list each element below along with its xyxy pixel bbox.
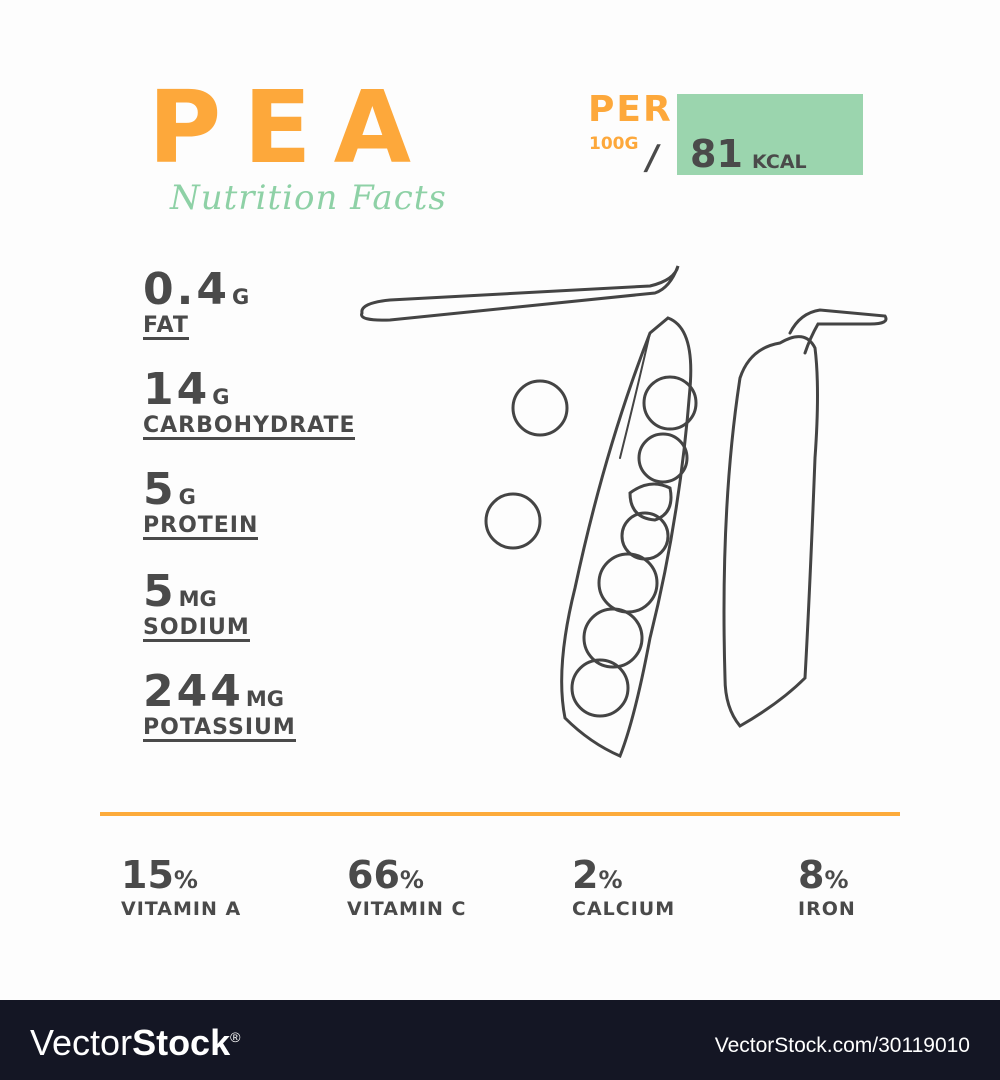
stock-id-link[interactable]: VectorStock.com/30119010 [714, 1034, 970, 1057]
nutrient-unit: MG [178, 587, 217, 611]
vitamin-value: 66 [347, 853, 400, 897]
vitamin-label: VITAMIN C [347, 898, 467, 920]
brand-light: Vector [30, 1022, 133, 1063]
brand-logo[interactable] [30, 1022, 240, 1064]
nutrient-value: 14 [143, 364, 211, 415]
nutrient-label: PROTEIN [143, 514, 258, 540]
nutrient-value: 5 [143, 566, 177, 617]
vitamin-value: 15 [121, 853, 174, 897]
vitamin-label: IRON [798, 898, 856, 920]
nutrient-unit: G [178, 485, 196, 509]
percent-sign: % [598, 866, 623, 894]
vitamin-value: 2 [572, 853, 599, 897]
nutrient-value: 5 [143, 464, 177, 515]
nutrient-unit: G [231, 285, 250, 309]
nutrient-label: FAT [143, 314, 189, 340]
nutrient-unit: MG [245, 687, 284, 711]
page-title: PEA [148, 69, 433, 186]
vitamin-value: 8 [798, 853, 825, 897]
page-subtitle: Nutrition Facts [170, 178, 447, 218]
calories-value: 81 [690, 132, 743, 176]
calcium [572, 853, 676, 920]
nutrient-value: 244 [143, 666, 244, 717]
footer-bar [0, 1000, 1000, 1080]
per-label: PER [588, 89, 673, 130]
pea-pods-illustration [350, 258, 900, 768]
iron [798, 853, 856, 920]
vitamin-label: CALCIUM [572, 898, 676, 920]
percent-sign: % [399, 866, 424, 894]
brand-bold: Stock [132, 1022, 231, 1063]
vitamin-label: VITAMIN A [121, 898, 242, 920]
nutrient-value: 0.4 [143, 264, 230, 315]
separator: / [642, 138, 662, 178]
nutrient-protein [143, 464, 259, 540]
nutrient-carbohydrate [143, 364, 356, 440]
nutrient-unit: G [212, 385, 230, 409]
percent-sign: % [824, 866, 849, 894]
nutrient-sodium [143, 566, 250, 642]
nutrient-label: SODIUM [143, 616, 250, 642]
nutrient-label: CARBOHYDRATE [143, 414, 355, 440]
vitamin-a [121, 853, 242, 920]
nutrient-potassium [143, 666, 296, 742]
calories-unit: KCAL [752, 151, 807, 173]
serving-size: 100G [589, 134, 639, 154]
nutrient-label: POTASSIUM [143, 716, 296, 742]
section-divider [100, 812, 900, 816]
nutrient-fat [143, 264, 250, 340]
percent-sign: % [173, 866, 198, 894]
registered-mark: ® [230, 1029, 241, 1045]
vitamin-c [347, 853, 467, 920]
